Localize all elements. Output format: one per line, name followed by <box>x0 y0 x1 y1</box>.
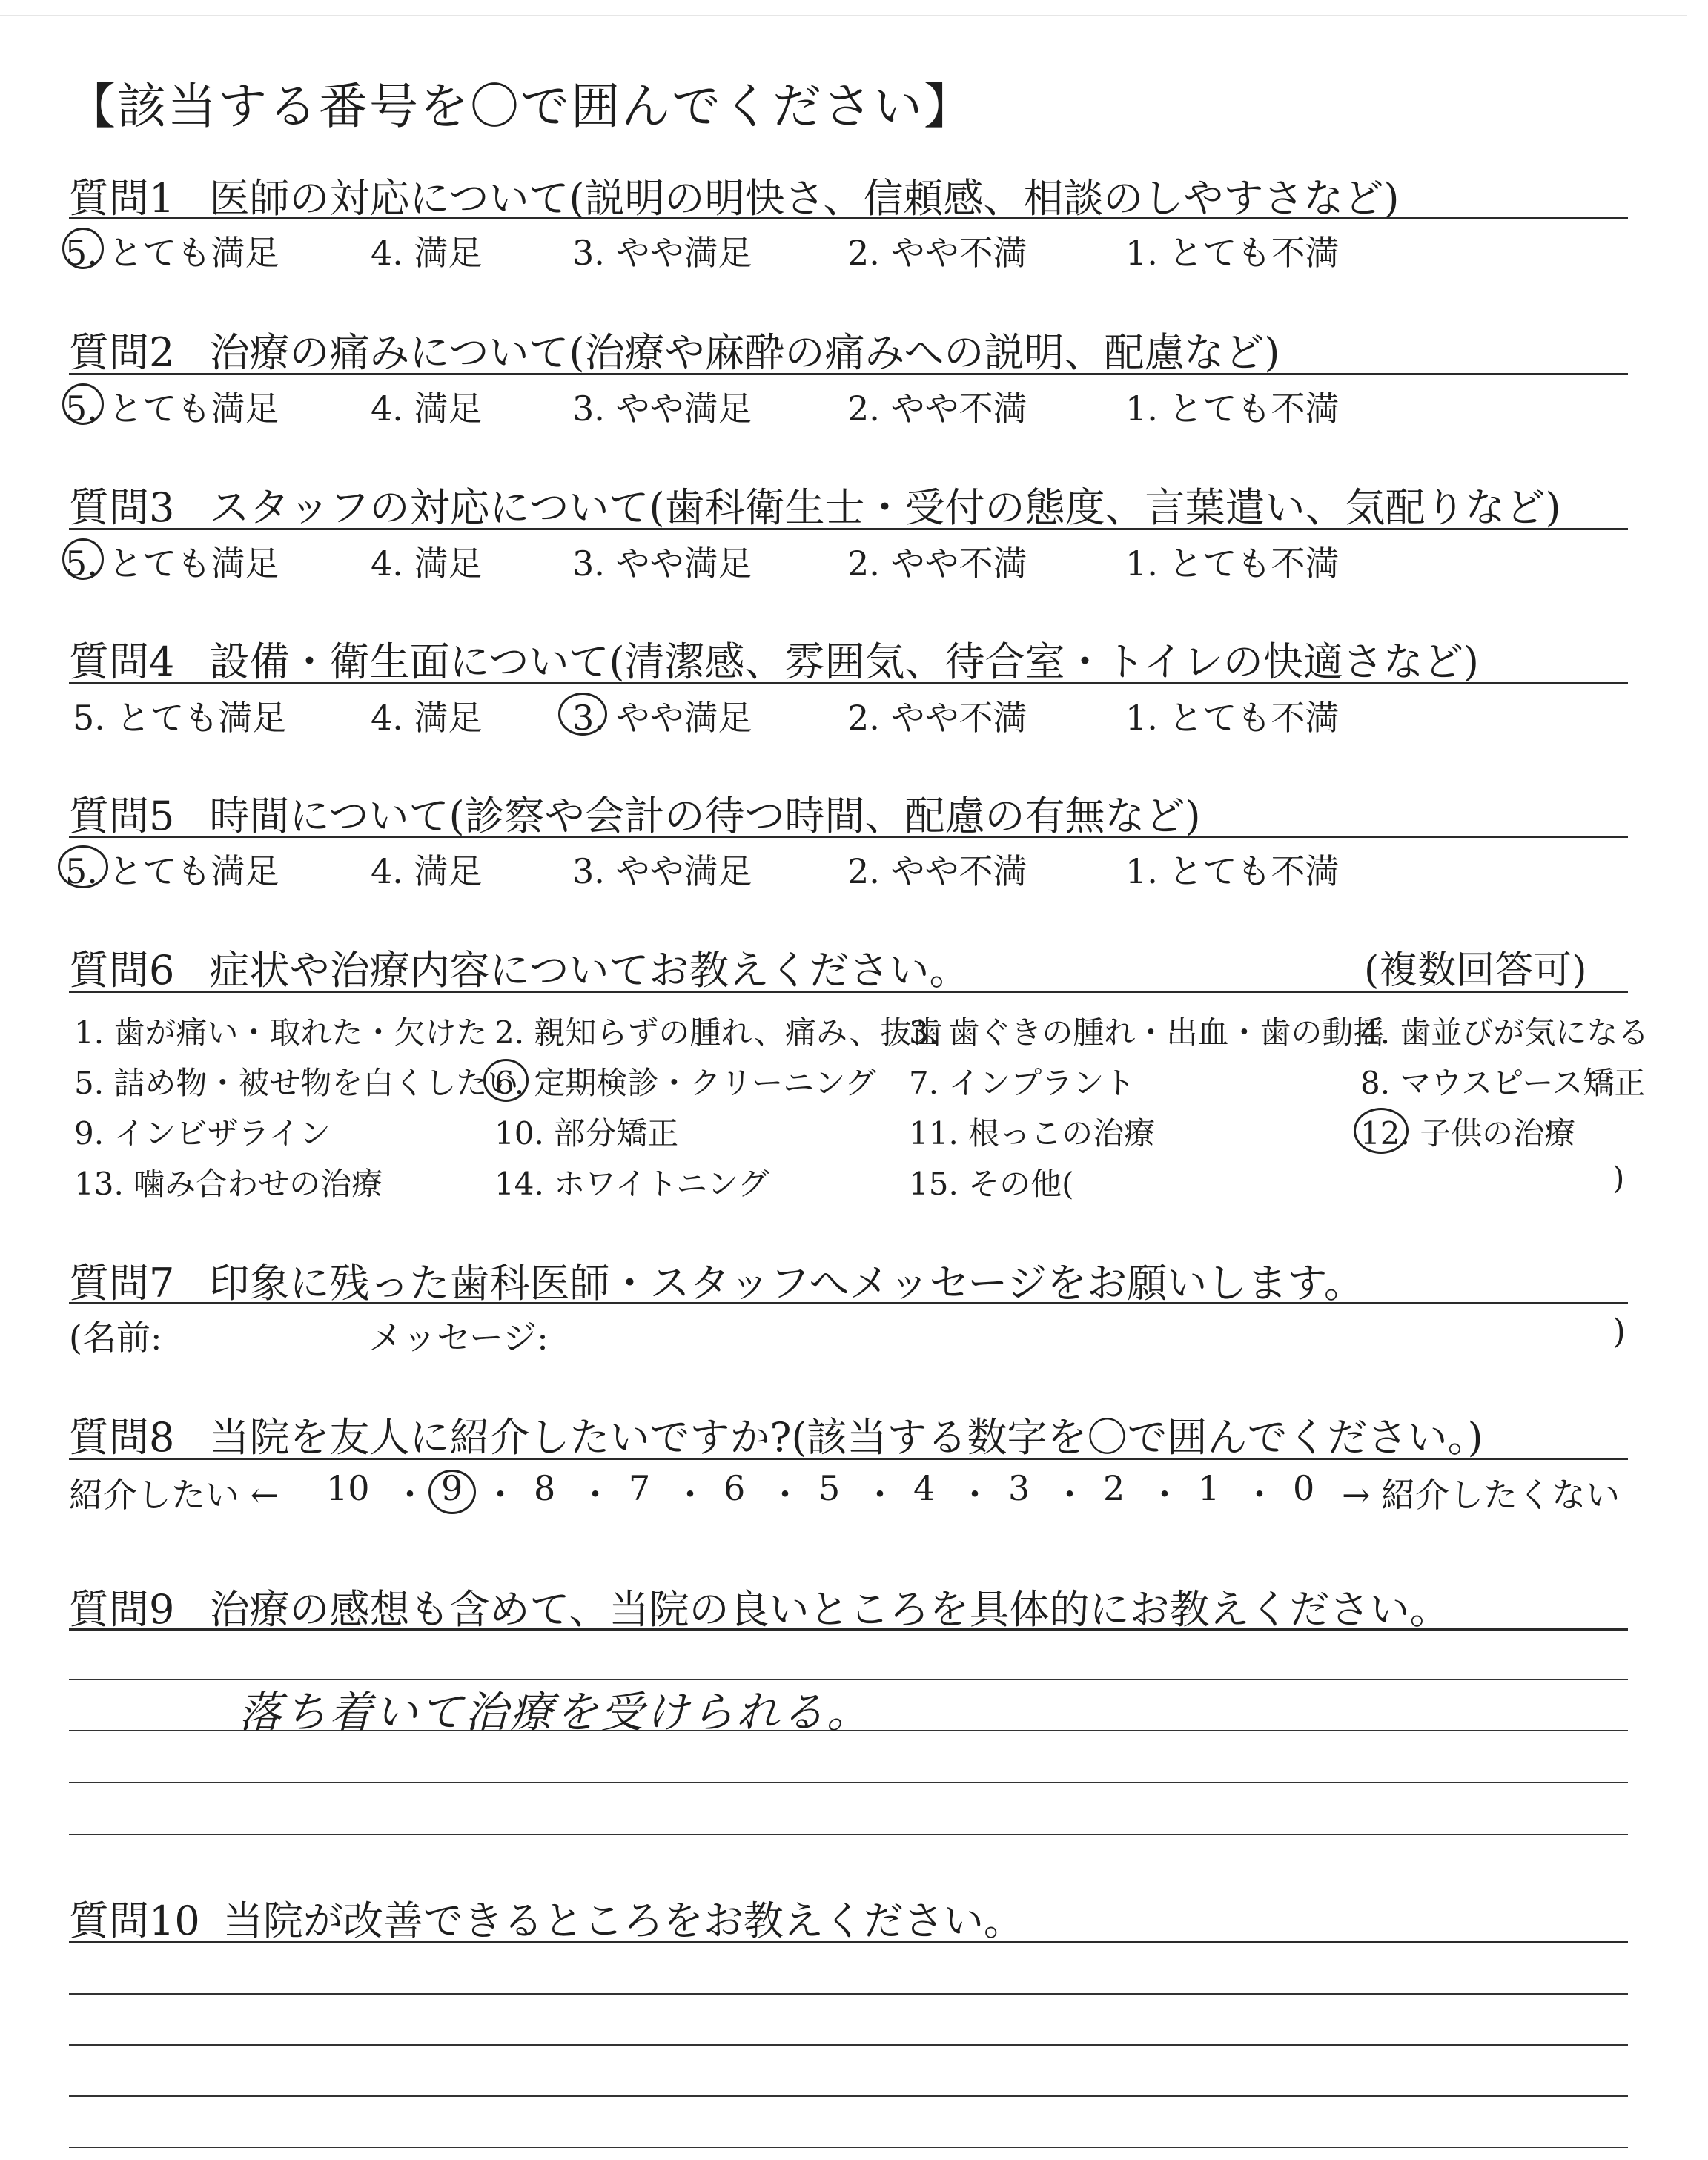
answer-line <box>69 1993 1628 1995</box>
symptom-item[interactable]: 3. 歯ぐきの腫れ・出血・歯の動揺 <box>909 1014 1385 1051</box>
answer-line <box>69 1834 1628 1835</box>
scale-0[interactable]: 0 <box>1293 1468 1315 1508</box>
option-2[interactable]: 2. やや不満 <box>847 389 1027 429</box>
scale-dot: ・ <box>393 1475 427 1515</box>
option-1[interactable]: 1. とても不満 <box>1125 389 1340 429</box>
symptom-item[interactable]: 10. 部分矯正 <box>494 1115 679 1152</box>
question-label: 質問2 <box>69 329 175 376</box>
option-1[interactable]: 1. とても不満 <box>1125 851 1340 891</box>
question-label: 質問8 <box>69 1414 175 1461</box>
answer-line <box>69 1782 1628 1783</box>
symptom-item[interactable]: 2. 親知らずの腫れ、痛み、抜歯 <box>494 1014 943 1051</box>
question-label: 質問7 <box>69 1260 175 1307</box>
answer-line <box>69 2147 1628 2148</box>
option-1[interactable]: 1. とても不満 <box>1125 233 1340 273</box>
scale-9[interactable]: 9 <box>441 1468 463 1508</box>
option-2[interactable]: 2. やや不満 <box>847 544 1027 584</box>
question-text: 時間について(診察や会計の待つ時間、配慮の有無など) <box>209 793 1201 839</box>
question-rule <box>69 1628 1628 1631</box>
question-rule <box>69 682 1628 684</box>
option-3[interactable]: 3. やや満足 <box>572 389 752 429</box>
option-3[interactable]: 3. やや満足 <box>572 698 752 738</box>
symptom-item[interactable]: 12. 子供の治療 <box>1360 1115 1576 1152</box>
symptom-item[interactable]: 14. ホワイトニング <box>494 1166 769 1202</box>
question-text: 当院が改善できるところをお教えください。 <box>222 1898 1024 1944</box>
scale-1[interactable]: 1 <box>1198 1468 1220 1508</box>
question-text: スタッフの対応について(歯科衛生士・受付の態度、言葉遣い、気配りなど) <box>209 484 1561 531</box>
selection-circle <box>62 538 104 580</box>
option-1[interactable]: 1. とても不満 <box>1125 698 1340 738</box>
question-5 <box>69 785 1201 842</box>
question-label: 質問1 <box>69 175 175 222</box>
other-close-paren: ) <box>1612 1160 1625 1196</box>
option-3[interactable]: 3. やや満足 <box>572 851 752 891</box>
option-4[interactable]: 4. 満足 <box>371 698 483 738</box>
scale-10[interactable]: 10 <box>326 1468 370 1508</box>
symptom-item[interactable]: 1. 歯が痛い・取れた・欠けた <box>74 1014 488 1051</box>
scale-dot: ・ <box>1053 1475 1087 1515</box>
scale-dot: ・ <box>578 1475 612 1515</box>
option-5[interactable]: 5. とても満足 <box>65 389 279 429</box>
question-text: 印象に残った歯科医師・スタッフへメッセージをお願いします。 <box>209 1260 1364 1307</box>
scale-3[interactable]: 3 <box>1008 1468 1030 1508</box>
scale-7[interactable]: 7 <box>629 1468 651 1508</box>
message-label: メッセージ: <box>368 1318 549 1358</box>
question-10 <box>69 1889 1024 1946</box>
selection-circle <box>62 383 104 425</box>
symptom-item[interactable]: 6. 定期検診・クリーニング <box>494 1065 876 1101</box>
question-label: 質問9 <box>69 1586 175 1633</box>
question-rule <box>69 836 1628 838</box>
symptom-item[interactable]: 13. 噛み合わせの治療 <box>74 1166 383 1202</box>
symptom-item[interactable]: 11. 根っこの治療 <box>909 1115 1156 1152</box>
scale-2[interactable]: 2 <box>1103 1468 1125 1508</box>
option-3[interactable]: 3. やや満足 <box>572 544 752 584</box>
handwritten-answer: 落ち着いて治療を受けられる。 <box>239 1687 873 1737</box>
question-rule <box>69 1302 1628 1304</box>
scale-dot: ・ <box>1242 1475 1277 1515</box>
question-label: 質問3 <box>69 484 175 531</box>
symptom-item-other[interactable]: 15. その他( <box>909 1166 1074 1202</box>
answer-line <box>69 2044 1628 2046</box>
scale-dot: ・ <box>863 1475 897 1515</box>
question-3 <box>69 476 1561 533</box>
name-label: (名前: <box>69 1318 162 1358</box>
recommend-left-label: 紹介したい ← <box>69 1475 279 1515</box>
selection-circle <box>58 845 108 888</box>
question-6 <box>69 939 969 996</box>
question-rule <box>69 528 1628 530</box>
option-5[interactable]: 5. とても満足 <box>65 851 279 891</box>
selection-circle <box>483 1059 529 1102</box>
scale-4[interactable]: 4 <box>913 1468 936 1508</box>
symptom-item[interactable]: 5. 詰め物・被せ物を白くしたい <box>74 1065 519 1101</box>
question-4 <box>69 630 1479 687</box>
selection-circle <box>62 228 104 269</box>
scale-dot: ・ <box>483 1475 517 1515</box>
scale-dot: ・ <box>768 1475 802 1515</box>
option-4[interactable]: 4. 満足 <box>371 851 483 891</box>
scale-dot: ・ <box>1148 1475 1182 1515</box>
option-5[interactable]: 5. とても満足 <box>65 544 279 584</box>
option-1[interactable]: 1. とても不満 <box>1125 544 1340 584</box>
scale-dot: ・ <box>958 1475 992 1515</box>
scale-8[interactable]: 8 <box>534 1468 556 1508</box>
question-rule <box>69 1941 1628 1943</box>
selection-circle <box>558 693 607 736</box>
question-2 <box>69 321 1280 378</box>
symptom-item[interactable]: 4. 歯並びが気になる <box>1360 1014 1649 1051</box>
question-rule <box>69 1458 1628 1460</box>
question-label: 質問6 <box>69 947 175 994</box>
question-9 <box>69 1578 1449 1635</box>
question-label: 質問5 <box>69 793 175 839</box>
question-rule <box>69 373 1628 375</box>
option-3[interactable]: 3. やや満足 <box>572 233 752 273</box>
multiple-answer-note: (複数回答可) <box>1364 948 1587 993</box>
recommend-right-label: → 紹介したくない <box>1342 1475 1621 1515</box>
question-label: 質問4 <box>69 638 175 685</box>
question-text: 治療の感想も含めて、当院の良いところを具体的にお教えください。 <box>209 1586 1450 1633</box>
question-text: 医師の対応について(説明の明快さ、信頼感、相談のしやすさなど) <box>209 175 1400 222</box>
option-2[interactable]: 2. やや不満 <box>847 851 1027 891</box>
symptom-item[interactable]: 9. インビザライン <box>74 1115 331 1152</box>
message-close-paren: ) <box>1612 1311 1626 1351</box>
question-text: 設備・衛生面について(清潔感、雰囲気、待合室・トイレの快適さなど) <box>209 638 1479 685</box>
option-4[interactable]: 4. 満足 <box>371 389 483 429</box>
option-5[interactable]: 5. とても満足 <box>73 698 287 738</box>
question-1 <box>69 167 1399 224</box>
question-text: 治療の痛みについて(治療や麻酔の痛みへの説明、配慮など) <box>209 329 1280 376</box>
selection-circle <box>1354 1108 1409 1154</box>
symptom-item[interactable]: 8. マウスピース矯正 <box>1360 1065 1646 1101</box>
question-text: 当院を友人に紹介したいですか?(該当する数字を〇で囲んでください。) <box>209 1414 1483 1461</box>
option-4[interactable]: 4. 満足 <box>371 544 483 584</box>
question-7 <box>69 1252 1364 1309</box>
option-5[interactable]: 5. とても満足 <box>65 233 279 273</box>
question-8 <box>69 1406 1483 1463</box>
answer-line <box>69 2095 1628 2097</box>
option-2[interactable]: 2. やや不満 <box>847 233 1027 273</box>
question-text: 症状や治療内容についてお教えください。 <box>209 947 970 994</box>
scan-top-edge <box>0 15 1687 16</box>
question-rule <box>69 217 1628 219</box>
question-label: 質問10 <box>69 1898 200 1944</box>
scale-6[interactable]: 6 <box>724 1468 746 1508</box>
option-4[interactable]: 4. 満足 <box>371 233 483 273</box>
page-title: 【該当する番号を〇で囲んでください】 <box>67 78 974 135</box>
scale-5[interactable]: 5 <box>818 1468 841 1508</box>
question-rule <box>69 991 1628 993</box>
scale-dot: ・ <box>673 1475 707 1515</box>
symptom-item[interactable]: 7. インプラント <box>909 1065 1136 1101</box>
option-2[interactable]: 2. やや不満 <box>847 698 1027 738</box>
selection-circle <box>428 1470 476 1514</box>
